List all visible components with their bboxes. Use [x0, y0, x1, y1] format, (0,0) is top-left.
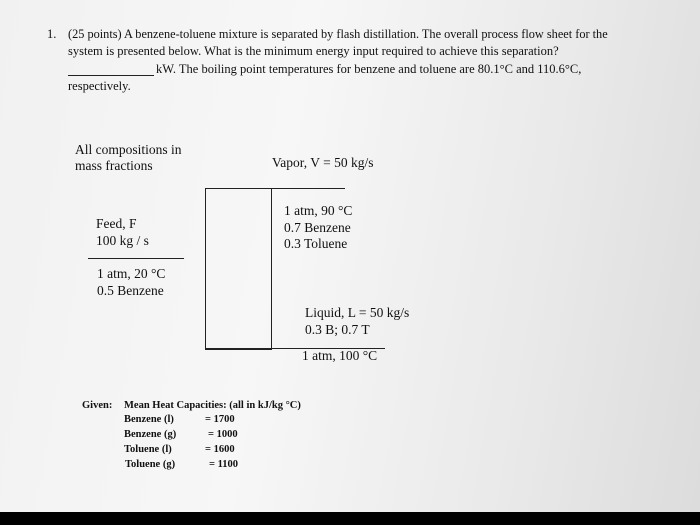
feed-rate: 100 kg / s — [96, 233, 149, 248]
row-name: Benzene (l) — [124, 414, 174, 425]
feed-condition: 0.5 Benzene — [97, 283, 164, 298]
given-prefix: Given: — [82, 400, 113, 411]
row-value: = 1100 — [209, 459, 239, 470]
flash-drum — [205, 188, 272, 350]
feed-condition: 1 atm, 20 °C — [97, 266, 166, 281]
given-title: Mean Heat Capacities: (all in kJ/kg °C) — [124, 400, 301, 411]
answer-blank[interactable] — [68, 75, 154, 76]
question-number: 1. — [47, 27, 57, 41]
vapor-condition: 0.3 Toluene — [284, 236, 348, 251]
feed-label: Feed, F — [96, 216, 137, 231]
question-line-4: respectively. — [68, 79, 131, 93]
composition-note-2: mass fractions — [75, 158, 153, 173]
question-line-3: kW. The boiling point temperatures for benzene and toluene are 80.1°C and 110.6°C, — [156, 62, 582, 76]
liquid-composition: 0.3 B; 0.7 T — [305, 322, 370, 337]
row-value: = 1700 — [205, 414, 235, 425]
question-line-1: (25 points) A benzene-toluene mixture is separated by flash distillation. The overall process flow sheet for the — [68, 27, 608, 41]
vapor-condition: 1 atm, 90 °C — [284, 203, 353, 218]
liquid-conditions: 1 atm, 100 °C — [302, 348, 378, 363]
composition-note: All compositions in — [75, 142, 182, 157]
row-name: Toluene (l) — [124, 444, 172, 455]
vapor-label: Vapor, V = 50 kg/s — [272, 155, 374, 170]
row-name: Benzene (g) — [124, 429, 177, 440]
liquid-label: Liquid, L = 50 kg/s — [305, 305, 410, 320]
vapor-stream-line — [205, 188, 345, 189]
row-name: Toluene (g) — [125, 459, 176, 470]
row-value: = 1600 — [205, 444, 235, 455]
question-line-2: system is presented below. What is the minimum energy input required to achieve this separation? — [68, 44, 559, 58]
vapor-condition: 0.7 Benzene — [284, 220, 351, 235]
feed-stream-line — [88, 258, 184, 259]
row-value: = 1000 — [208, 429, 238, 440]
